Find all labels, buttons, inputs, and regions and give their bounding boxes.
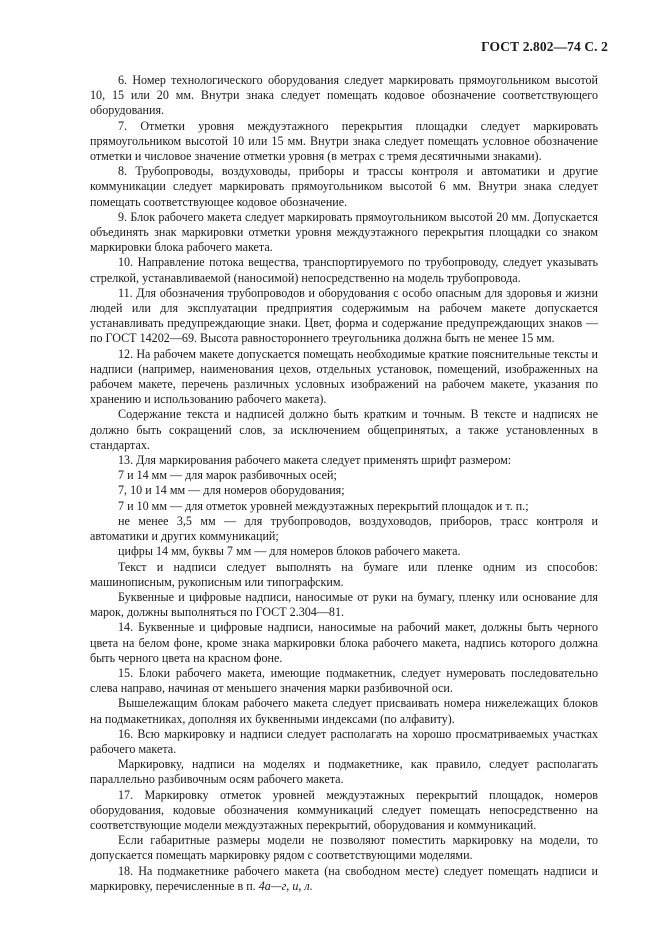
font-size-item: цифры 14 мм, буквы 7 мм — для номеров блоков рабочего макета. [118,544,461,559]
paragraph-8: 8. Трубопроводы, воздуховоды, приборы и трассы контроля и автоматики и другие коммуникации следует маркировать прямоугольником высотой 6 мм. Внутри знака следует помещать соответствующее кодовое обозначение. [90,164,598,209]
font-size-item: 7 и 14 мм — для марок разбивочных осей; [118,468,337,483]
paragraph-14: 14. Буквенные и цифровые надписи, наносимые на рабочий макет, должны быть черного цвета на белом фоне, кроме знака маркировки блока рабочего макета, надпись которого должна быть черного цвета на красном фоне. [90,620,598,665]
page-header: ГОСТ 2.802—74 С. 2 [481,39,608,54]
font-size-item: 7, 10 и 14 мм — для номеров оборудования; [118,483,345,498]
paragraph-9: 9. Блок рабочего макета следует маркировать прямоугольником высотой 20 мм. Допускается объединять знак маркировки отметки уровня междуэтажного перекрытия площадки со знаком маркировки блока рабочего макета. [90,209,598,255]
paragraph-11: 11. Для обозначения трубопроводов и оборудования с особо опасным для здоровья и жизни людей или для эксплуатации предприятия содержимым на рабочем макете допускается устанавливать предупреждающие знаки. Цвет, форма и содержание предупреждающих знаков — по ГОСТ 14202—69. Высота равностороннего треугольника должна быть не менее 15 мм. [90,285,598,346]
paragraph-10: 10. Направление потока вещества, транспортируемого по трубопроводу, следует указывать стрелкой, устанавливаемой (наносимой) непосредственно на модель трубопровода. [90,255,598,285]
paragraph-13: 13. Для маркирования рабочего макета следует применять шрифт размером: [118,453,512,468]
paragraph-18-reference: 4а—г, и, л. [258,878,313,893]
paragraph-18-text: 18. На подмакетнике рабочего макета (на свободном месте) следует помещать надписи и маркировку, перечисленные в п. [90,863,598,893]
paragraph-16-parallel: Маркировку, надписи на моделях и подмакетнике, как правило, следует располагать параллельно разбивочным осям рабочего макета. [90,757,598,787]
paragraph-16: 16. Всю маркировку и надписи следует располагать на хорошо просматриваемых участках рабочего макета. [90,726,598,756]
paragraph-12: 12. На рабочем макете допускается помещать необходимые краткие пояснительные тексты и надписи (например, наименования цехов, отдельных установок, помещений, изображенных на рабочем макете, перечень различных условных изображений на рабочем макете, указания по хранению и использованию рабочего макета). [90,346,598,407]
paragraph-6: 6. Номер технологического оборудования следует маркировать прямоугольником высотой 10, 15 или 20 мм. Внутри знака следует помещать кодовое обозначение соответствующего оборудования. [90,73,598,118]
paragraph-13-handwritten: Буквенные и цифровые надписи, наносимые от руки на бумагу, пленку или основание для марок, должны выполняться по ГОСТ 2.304—81. [90,589,598,620]
paragraph-7: 7. Отметки уровня междуэтажного перекрытия площадки следует маркировать прямоугольником высотой 10 или 15 мм. Внутри знака следует помещать условное обозначение отметки и числовое значение отметки уровня (в метрах с тремя десятичными знаками). [90,118,598,164]
paragraph-12-text: Содержание текста и надписей должно быть кратким и точным. В тексте и надписях не должно быть сокращений слов, за исключением общепринятых, а также установленных в стандартах. [90,407,598,452]
document-body [90,73,598,894]
paragraph-15-upper-blocks: Вышележащим блокам рабочего макета следует присваивать номера нижележащих блоков на подмакетниках, дополняя их буквенными индексами (по алфавиту). [90,696,598,726]
paragraph-13-text-methods: Текст и надписи следует выполнять на бумаге или пленке одним из способов: машинописным, рукописным или типографским. [90,559,598,589]
font-size-item: 7 и 10 мм — для отметок уровней междуэтажных перекрытий площадок и т. п.; [118,498,529,513]
paragraph-17: 17. Маркировку отметок уровней междуэтажных перекрытий площадок, номеров оборудования, кодовые обозначения коммуникаций следует помещать непосредственно на соответствующие модели междуэтажных перекрытий, оборудования и коммуникаций. [90,787,598,832]
paragraph-15: 15. Блоки рабочего макета, имеющие подмакетник, следует нумеровать последовательно слева направо, начиная от меньшего значения марки разбивочной оси. [90,665,598,696]
paragraph-18 [90,864,598,894]
paragraph-17-dimensions: Если габаритные размеры модели не позволяют поместить маркировку на модели, то допускается помещать маркировку рядом с соответствующими моделями. [90,833,598,863]
font-size-item: не менее 3,5 мм — для трубопроводов, воздуховодов, приборов, трасс контроля и автоматики и других коммуникаций; [90,513,598,544]
